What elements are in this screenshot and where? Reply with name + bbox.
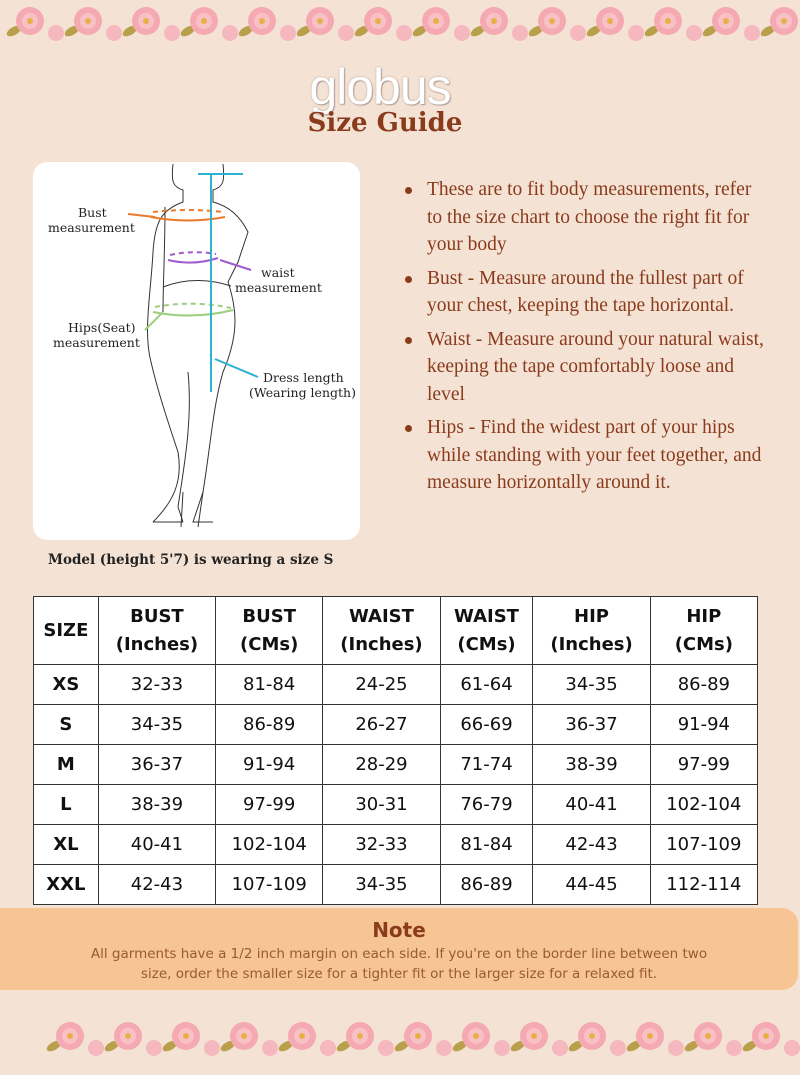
size-cell: XS [34,665,99,705]
header-line: BUST [130,605,184,627]
measurement-cell: 91-94 [650,705,757,745]
column-header [34,597,99,665]
header-line: BUST [242,605,296,627]
header-unit: (Inches) [115,633,199,655]
flower-icon [668,1040,684,1056]
measurement-cell: 38-39 [533,745,650,785]
flower-icon [204,1040,220,1056]
measurement-cell: 66-69 [440,705,533,745]
note-text: All garments have a 1/2 inch margin on each side. If you're on the border line between two size, order the smaller size for a tighter fit or the larger size for a relaxed fit. [90,946,708,982]
flower-icon [454,25,470,41]
floral-border-top [0,0,800,60]
bust-label: Bust measurement [48,205,135,235]
waist-label: waist measurement [235,265,322,295]
column-header [533,597,650,665]
column-header [98,597,215,665]
flower-icon [784,1040,800,1056]
measurement-cell: 34-35 [533,665,650,705]
measurement-cell: 36-37 [98,745,215,785]
measurement-cell: 102-104 [650,785,757,825]
flower-icon [494,1040,510,1056]
flower-icon [48,25,64,41]
measurement-cell: 107-109 [216,865,323,905]
measurement-cell: 42-43 [533,825,650,865]
column-header [440,597,533,665]
header-line: WAIST [454,605,519,627]
size-chart-table [33,596,758,905]
measurement-cell: 36-37 [533,705,650,745]
note-title: Note [372,918,426,942]
measurement-cell: 26-27 [323,705,440,745]
measurement-cell: 91-94 [216,745,323,785]
model-caption: Model (height 5'7) is wearing a size S [48,552,334,568]
size-cell: XL [34,825,99,865]
size-cell: S [34,705,99,745]
table-row [34,745,758,785]
floral-border-bottom [0,1015,800,1075]
flower-icon [338,25,354,41]
header-unit: (CMs) [457,633,516,655]
measurement-cell: 76-79 [440,785,533,825]
measurement-cell: 42-43 [98,865,215,905]
measurement-cell: 34-35 [98,705,215,745]
measurement-cell: 24-25 [323,665,440,705]
measurement-cell: 40-41 [533,785,650,825]
table-row [34,705,758,745]
flower-icon [610,1040,626,1056]
measurement-cell: 86-89 [440,865,533,905]
measurement-cell: 107-109 [650,825,757,865]
flower-icon [378,1040,394,1056]
bullet-item: Bust - Measure around the fullest part of your chest, keeping the tape horizontal. [405,265,765,320]
table-row [34,865,758,905]
size-cell: XXL [34,865,99,905]
flower-icon [726,1040,742,1056]
measurement-cell: 97-99 [216,785,323,825]
measurement-cell: 32-33 [323,825,440,865]
measurement-cell: 86-89 [216,705,323,745]
flower-icon [436,1040,452,1056]
column-header [323,597,440,665]
measurement-cell: 61-64 [440,665,533,705]
flower-icon [512,25,528,41]
measurement-cell: 86-89 [650,665,757,705]
measurement-cell: 81-84 [216,665,323,705]
header-line: HIP [686,605,722,627]
header-line: WAIST [349,605,414,627]
measurement-cell: 97-99 [650,745,757,785]
flower-icon [222,25,238,41]
flower-icon [628,25,644,41]
column-header [216,597,323,665]
flower-icon [280,25,296,41]
flower-icon [744,25,760,41]
header-unit: (Inches) [550,633,633,655]
size-cell: M [34,745,99,785]
flower-icon [320,1040,336,1056]
flower-icon [262,1040,278,1056]
measurement-cell: 112-114 [650,865,757,905]
flower-icon [106,25,122,41]
note-box [0,908,798,990]
bullet-item: Hips - Find the widest part of your hips while standing with your feet together, and measure horizontally around it. [405,414,765,497]
measurement-instructions [405,176,765,503]
page-title: Size Guide [307,108,463,138]
bullet-item: These are to fit body measurements, refer to the size chart to choose the right fit for your body [405,176,765,259]
header-unit: (CMs) [240,633,299,655]
flower-icon [686,25,702,41]
flower-icon [396,25,412,41]
brand-logo: globus [309,59,451,115]
hips-label: Hips(Seat) measurement [53,320,140,350]
measurement-cell: 81-84 [440,825,533,865]
header-unit: (CMs) [674,633,733,655]
header-unit: (Inches) [340,633,423,655]
measurement-cell: 102-104 [216,825,323,865]
flower-icon [570,25,586,41]
measurement-cell: 38-39 [98,785,215,825]
measurement-cell: 44-45 [533,865,650,905]
dress-length-label: Dress length (Wearing length) [249,370,356,400]
table-row [34,825,758,865]
flower-icon [552,1040,568,1056]
flower-icon [88,1040,104,1056]
measurement-figure [33,162,360,540]
column-header [650,597,757,665]
measurement-cell: 30-31 [323,785,440,825]
measurement-cell: 34-35 [323,865,440,905]
measurement-cell: 40-41 [98,825,215,865]
table-row [34,785,758,825]
measurement-cell: 32-33 [98,665,215,705]
flower-icon [164,25,180,41]
table-row [34,665,758,705]
header-line: SIZE [43,619,89,641]
bullet-item: Waist - Measure around your natural waist, keeping the tape comfortably loose and level [405,326,765,409]
measurement-cell: 28-29 [323,745,440,785]
flower-icon [146,1040,162,1056]
measurement-cell: 71-74 [440,745,533,785]
size-cell: L [34,785,99,825]
header-line: HIP [574,605,610,627]
